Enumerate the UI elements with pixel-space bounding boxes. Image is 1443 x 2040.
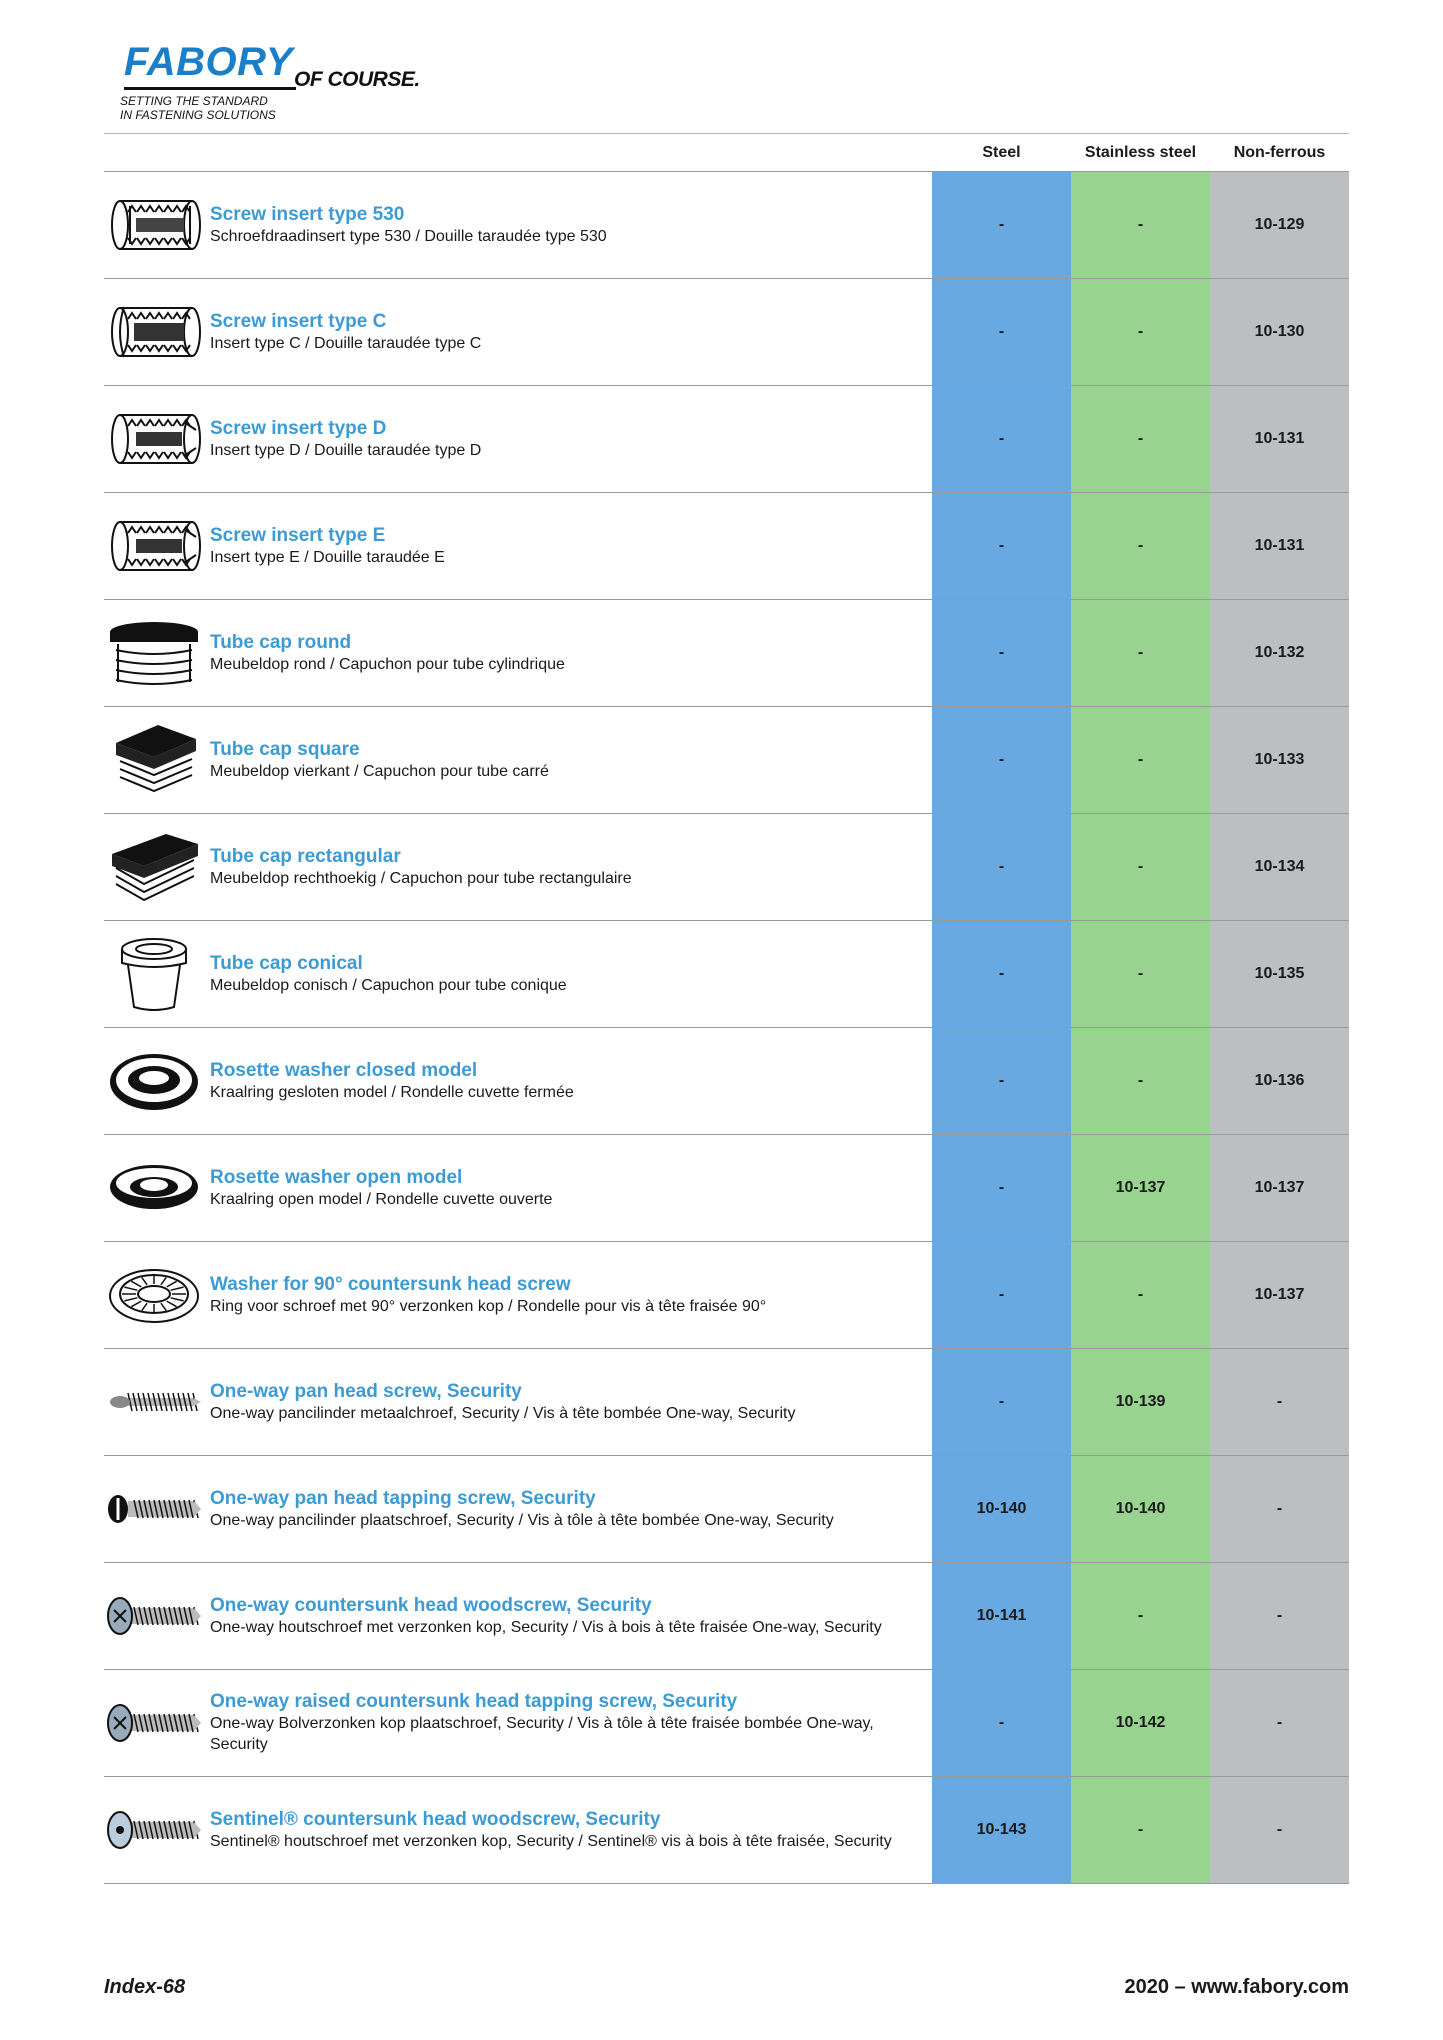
product-description: One-way pancilinder metaalchroef, Security / Vis à tête bombée One-way, Security (210, 1404, 796, 1422)
product-text (210, 1563, 932, 1669)
steel-page-ref: - (932, 921, 1071, 1027)
product-name: Tube cap round (210, 631, 352, 653)
non-ferrous-page-ref: 10-130 (1210, 279, 1349, 385)
product-description: One-way Bolverzonken kop plaatschroef, Security / Vis à tôle à tête fraisée bombée One-way, Security (210, 1715, 874, 1753)
sentinel-woodscrew-icon (106, 1791, 202, 1869)
header-stainless-steel: Stainless steel (1084, 144, 1197, 161)
non-ferrous-page-ref: - (1210, 1670, 1349, 1776)
table-row (104, 707, 1349, 814)
product-description: Meubeldop vierkant / Capuchon pour tube carré (210, 762, 549, 780)
logo-tagline (120, 94, 276, 122)
product-description: Kraalring gesloten model / Rondelle cuvette fermée (210, 1083, 574, 1101)
table-row (104, 1456, 1349, 1563)
steel-page-ref: - (932, 172, 1071, 278)
product-text (210, 1456, 932, 1562)
logo-tagline-line-1: SETTING THE STANDARD (120, 94, 268, 108)
product-text (210, 1777, 932, 1883)
stainless-steel-page-ref: 10-142 (1071, 1670, 1210, 1776)
table-row (104, 814, 1349, 921)
steel-page-ref: - (932, 1242, 1071, 1348)
product-description: Meubeldop conisch / Capuchon pour tube conique (210, 976, 567, 994)
product-description: Insert type E / Douille taraudée E (210, 548, 445, 566)
product-description: One-way pancilinder plaatschroef, Security / Vis à tôle à tête bombée One-way, Security (210, 1511, 834, 1529)
product-name: One-way countersunk head woodscrew, Security (210, 1594, 652, 1616)
steel-page-ref: 10-140 (932, 1456, 1071, 1562)
header-steel: Steel (982, 144, 1021, 161)
logo-underline (124, 87, 296, 90)
fabory-logo (116, 40, 436, 130)
stainless-steel-page-ref: - (1071, 1242, 1210, 1348)
product-text (210, 493, 932, 599)
stainless-steel-page-ref: - (1071, 1563, 1210, 1669)
non-ferrous-page-ref: 10-137 (1210, 1135, 1349, 1241)
table-row (104, 386, 1349, 493)
page-index: Index-68 (104, 1976, 186, 1998)
stainless-steel-page-ref: - (1071, 814, 1210, 920)
table-row (104, 1563, 1349, 1670)
table-row (104, 1349, 1349, 1456)
table-row (104, 1242, 1349, 1349)
table-row (104, 1777, 1349, 1884)
non-ferrous-page-ref: 10-129 (1210, 172, 1349, 278)
table-header (104, 133, 1349, 172)
product-name: One-way pan head screw, Security (210, 1380, 522, 1402)
countersunk-woodscrew-icon (106, 1577, 202, 1655)
steel-page-ref: - (932, 1670, 1071, 1776)
stainless-steel-page-ref: 10-140 (1071, 1456, 1210, 1562)
tube-cap-square-icon (106, 721, 202, 799)
product-name: Tube cap conical (210, 952, 363, 974)
product-text (210, 921, 932, 1027)
non-ferrous-page-ref: - (1210, 1349, 1349, 1455)
screw-insert-d-icon (106, 400, 202, 478)
screw-insert-e-icon (106, 507, 202, 585)
stainless-steel-page-ref: - (1071, 1777, 1210, 1883)
table-row (104, 1028, 1349, 1135)
stainless-steel-page-ref: - (1071, 600, 1210, 706)
stainless-steel-page-ref: - (1071, 493, 1210, 599)
product-name: Screw insert type E (210, 524, 386, 546)
steel-page-ref: - (932, 1349, 1071, 1455)
non-ferrous-page-ref: 10-133 (1210, 707, 1349, 813)
product-name: Rosette washer closed model (210, 1059, 478, 1081)
stainless-steel-page-ref: 10-139 (1071, 1349, 1210, 1455)
product-description: Schroefdraadinsert type 530 / Douille taraudée type 530 (210, 227, 607, 245)
product-description: Insert type D / Douille taraudée type D (210, 441, 482, 459)
table-row (104, 600, 1349, 707)
rosette-washer-closed-icon (106, 1042, 202, 1120)
product-text (210, 386, 932, 492)
product-name: One-way pan head tapping screw, Security (210, 1487, 596, 1509)
product-description: Ring voor schroef met 90° verzonken kop / Rondelle pour vis à tête fraisée 90° (210, 1297, 767, 1315)
product-description: Meubeldop rechthoekig / Capuchon pour tube rectangulaire (210, 869, 632, 887)
product-text (210, 1028, 932, 1134)
steel-page-ref: - (932, 279, 1071, 385)
product-name: Tube cap rectangular (210, 845, 401, 867)
product-description: Meubeldop rond / Capuchon pour tube cylindrique (210, 655, 565, 673)
pan-head-tapping-screw-icon (106, 1470, 202, 1548)
rosette-washer-open-icon (106, 1149, 202, 1227)
product-name: Rosette washer open model (210, 1166, 463, 1188)
table-row (104, 493, 1349, 600)
non-ferrous-page-ref: 10-132 (1210, 600, 1349, 706)
product-name: Screw insert type C (210, 310, 387, 332)
stainless-steel-page-ref: - (1071, 707, 1210, 813)
table-row (104, 172, 1349, 279)
logo-brand: FABORY (124, 40, 293, 84)
non-ferrous-page-ref: 10-136 (1210, 1028, 1349, 1134)
product-name: Sentinel® countersunk head woodscrew, Security (210, 1808, 661, 1830)
steel-page-ref: - (932, 600, 1071, 706)
table-row (104, 921, 1349, 1028)
steel-page-ref: - (932, 493, 1071, 599)
screw-insert-530-icon (106, 186, 202, 264)
product-name: One-way raised countersunk head tapping screw, Security (210, 1691, 738, 1712)
steel-page-ref: - (932, 386, 1071, 492)
non-ferrous-page-ref: - (1210, 1777, 1349, 1883)
product-text (210, 600, 932, 706)
product-description: One-way houtschroef met verzonken kop, Security / Vis à bois à tête fraisée One-way, Security (210, 1618, 882, 1636)
steel-page-ref: - (932, 1135, 1071, 1241)
logo-slogan: OF COURSE. (294, 68, 420, 91)
non-ferrous-page-ref: 10-131 (1210, 493, 1349, 599)
non-ferrous-page-ref: 10-131 (1210, 386, 1349, 492)
product-name: Screw insert type D (210, 417, 387, 439)
non-ferrous-page-ref: - (1210, 1563, 1349, 1669)
header-non-ferrous: Non-ferrous (1233, 144, 1326, 161)
product-text (210, 1135, 932, 1241)
product-name: Screw insert type 530 (210, 203, 405, 225)
product-text (210, 1670, 932, 1776)
steel-page-ref: 10-143 (932, 1777, 1071, 1883)
steel-page-ref: - (932, 707, 1071, 813)
non-ferrous-page-ref: 10-137 (1210, 1242, 1349, 1348)
logo-tagline-line-2: IN FASTENING SOLUTIONS (120, 108, 276, 122)
non-ferrous-page-ref: - (1210, 1456, 1349, 1562)
product-description: Kraalring open model / Rondelle cuvette ouverte (210, 1190, 553, 1208)
product-name: Washer for 90° countersunk head screw (210, 1273, 571, 1295)
footer-website: 2020 – www.fabory.com (1124, 1976, 1349, 1998)
product-text (210, 814, 932, 920)
stainless-steel-page-ref: - (1071, 172, 1210, 278)
stainless-steel-page-ref: - (1071, 386, 1210, 492)
table-row (104, 1135, 1349, 1242)
product-text (210, 1349, 932, 1455)
steel-page-ref: - (932, 1028, 1071, 1134)
stainless-steel-page-ref: 10-137 (1071, 1135, 1210, 1241)
non-ferrous-page-ref: 10-134 (1210, 814, 1349, 920)
steel-page-ref: - (932, 814, 1071, 920)
raised-countersunk-screw-icon (106, 1684, 202, 1762)
screw-insert-c-icon (106, 293, 202, 371)
steel-page-ref: 10-141 (932, 1563, 1071, 1669)
product-text (210, 1242, 932, 1348)
stainless-steel-page-ref: - (1071, 921, 1210, 1027)
product-description: Sentinel® houtschroef met verzonken kop, Security / Sentinel® vis à bois à tête fraisée, Security (210, 1832, 892, 1850)
product-text (210, 279, 932, 385)
product-name: Tube cap square (210, 738, 360, 760)
tube-cap-round-icon (106, 614, 202, 692)
product-text (210, 172, 932, 278)
pan-head-screw-icon (106, 1363, 202, 1441)
tube-cap-conical-icon (106, 935, 202, 1013)
tube-cap-rectangular-icon (106, 828, 202, 906)
stainless-steel-page-ref: - (1071, 279, 1210, 385)
stainless-steel-page-ref: - (1071, 1028, 1210, 1134)
table-row (104, 1670, 1349, 1777)
table-body (104, 172, 1349, 1884)
product-index-table (104, 133, 1349, 1884)
table-row (104, 279, 1349, 386)
countersunk-washer-icon (106, 1256, 202, 1334)
product-description: Insert type C / Douille taraudée type C (210, 334, 482, 352)
non-ferrous-page-ref: 10-135 (1210, 921, 1349, 1027)
product-text (210, 707, 932, 813)
